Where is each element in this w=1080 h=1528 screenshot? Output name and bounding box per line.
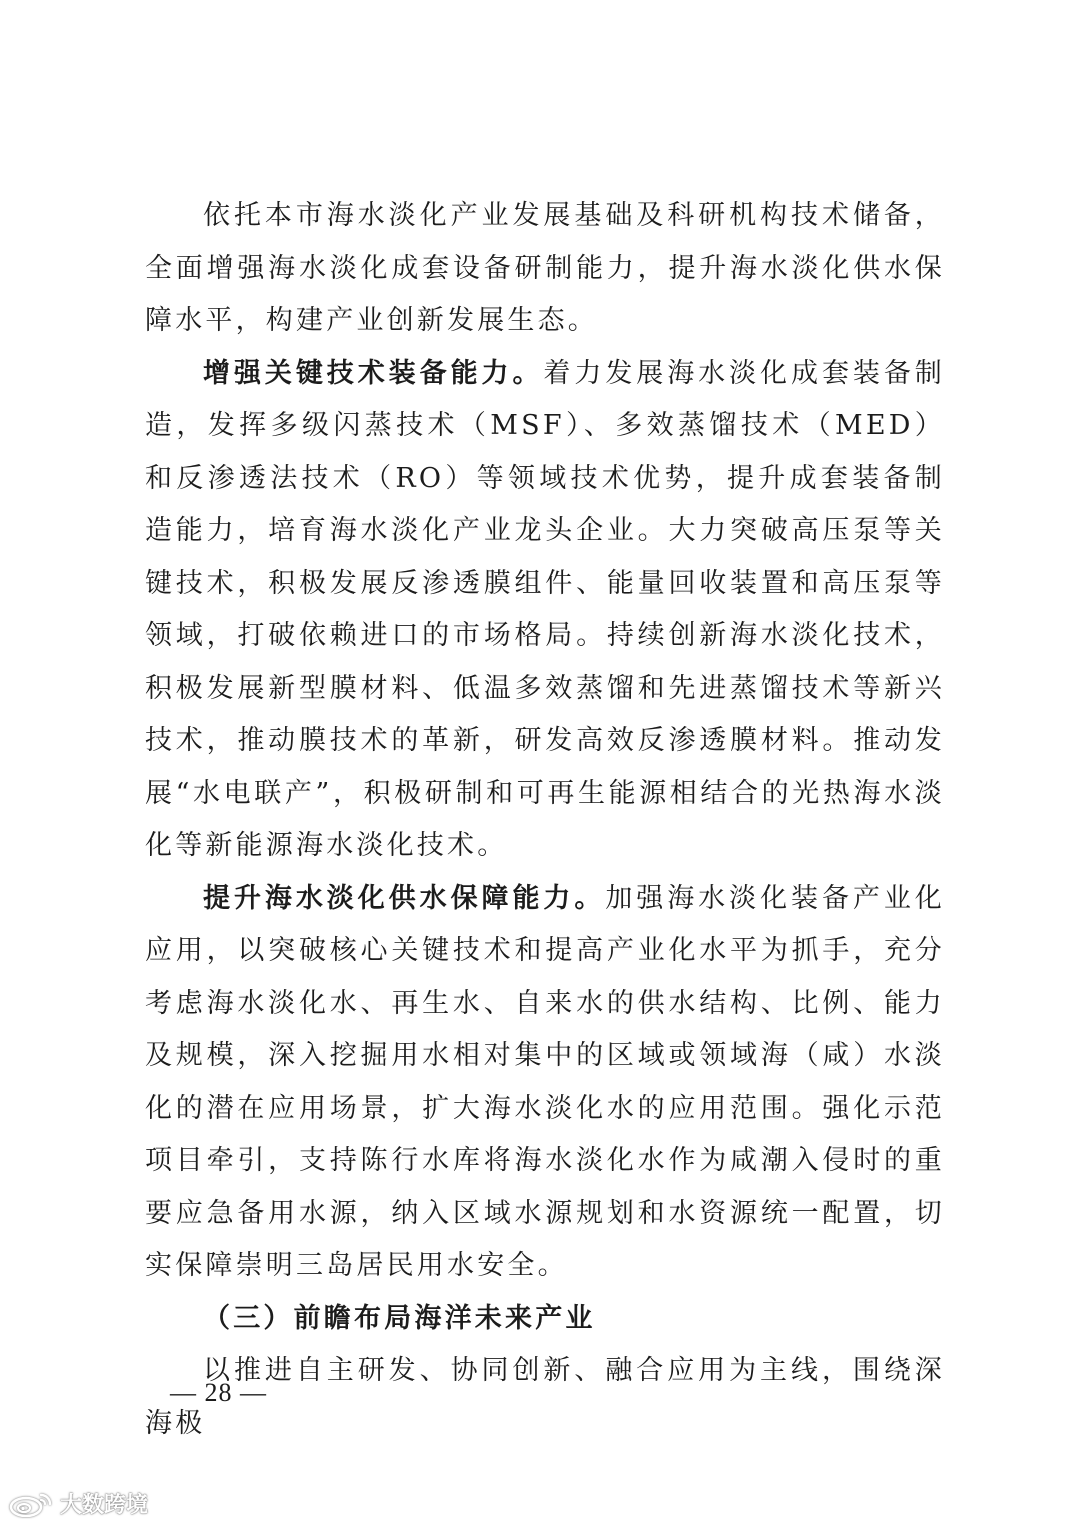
watermark-text: 大数跨境 xyxy=(60,1493,149,1518)
section-heading: （三）前瞻布局海洋未来产业 xyxy=(203,1302,596,1334)
page-number: — 28 — xyxy=(170,1378,267,1407)
paragraph-closing: 以推进自主研发、协同创新、融合应用为主线，围绕深海极 xyxy=(145,1355,945,1439)
paragraph-water-supply-text: 加强海水淡化装备产业化应用，以突破核心关键技术和提高产业化水平为抓手，充分考虑海水淡化水、再生水、自来水的供水结构、比例、能力及规模，深入挖掘用水相对集中的区域或领域海（咸）水淡化的潜在应用场景，扩大海水淡化水的应用范围。强化示范项目牵引，支持陈行水库将海水淡化水作为咸潮入侵时的重要应急备用水源，纳入区域水源规划和水资源统一配置，切实保障崇明三岛居民用水安全。 xyxy=(145,882,946,1281)
paragraph-key-technology-lead: 增强关键技术装备能力。 xyxy=(203,357,544,389)
paragraph-key-technology-text: 着力发展海水淡化成套装备制造，发挥多级闪蒸技术（MSF）、多效蒸馏技术（MED）和反渗透法技术（RO）等领域技术优势，提升成套装备制造能力，培育海水淡化产业龙头企业。大力突破高压泵等关键技术，积极发展反渗透膜组件、能量回收装置和高压泵等领域，打破依赖进口的市场格局。持续创新海水淡化技术，积极发展新型膜材料、低温多效蒸馏和先进蒸馏技术等新兴技术，推动膜技术的革新，研发高效反渗透膜材料。推动发展“水电联产”，积极研制和可再生能源相结合的光热海水淡化等新能源海水淡化技术。 xyxy=(145,357,945,861)
paragraph-water-supply xyxy=(145,873,945,1293)
paragraph-intro xyxy=(145,190,945,348)
paragraph-key-technology xyxy=(145,348,945,873)
document-body xyxy=(145,190,945,1450)
watermark xyxy=(8,1488,148,1519)
paragraph-water-supply-lead: 提升海水淡化供水保障能力。 xyxy=(203,882,606,914)
paragraph-intro-text: 依托本市海水淡化产业发展基础及科研机构技术储备，全面增强海水淡化成套设备研制能力，提升海水淡化供水保障水平，构建产业创新发展生态。 xyxy=(145,200,945,336)
weibo-logo-icon xyxy=(8,1491,54,1517)
